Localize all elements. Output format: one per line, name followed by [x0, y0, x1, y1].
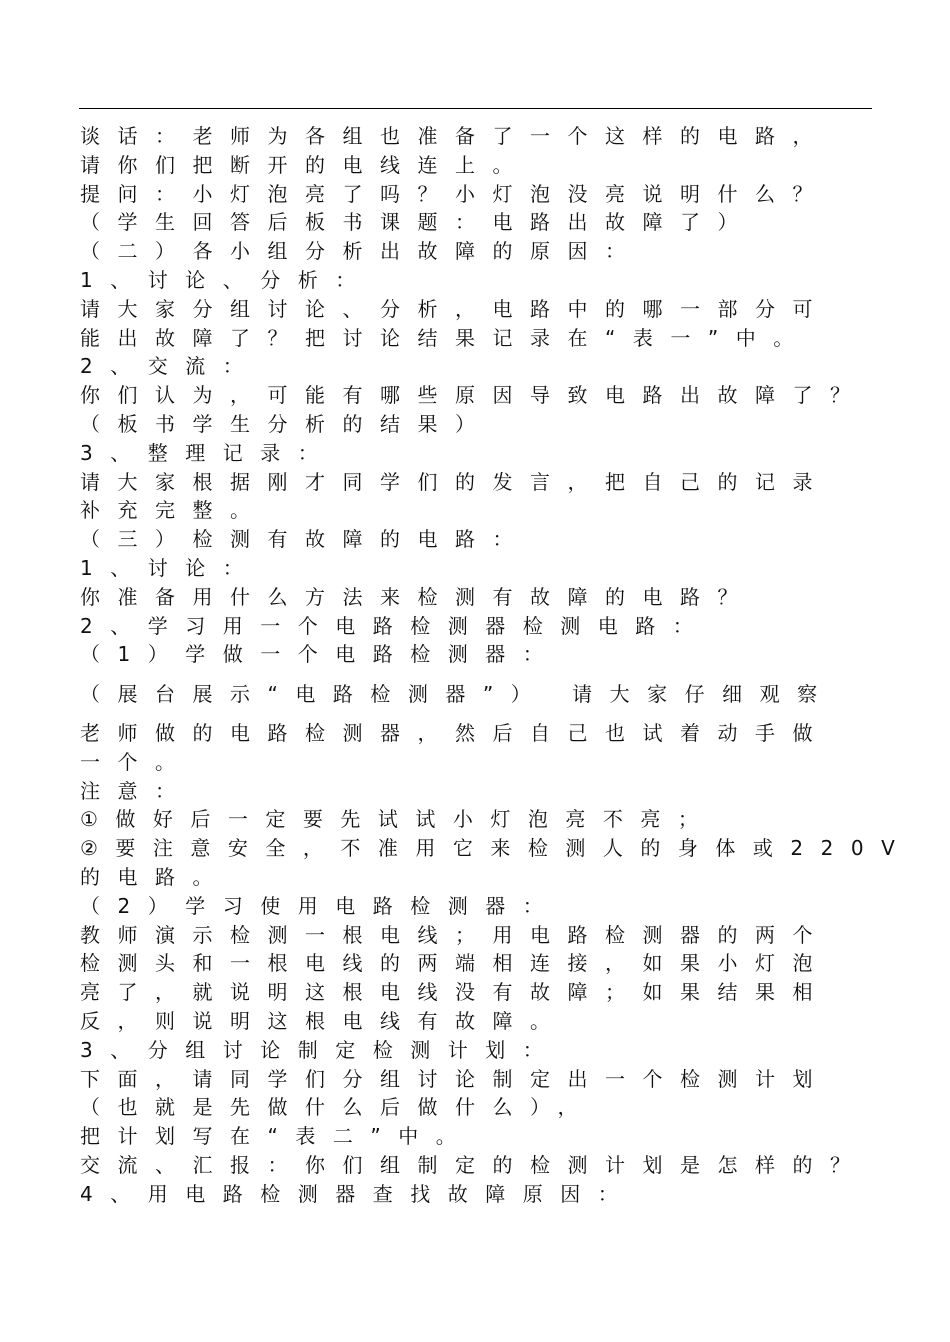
step-heading: 2、学习用一个电路检测器检测电路：	[80, 613, 711, 638]
note-item: ①做好后一定要先试试小灯泡亮不亮；	[80, 807, 716, 832]
text-line: 下面，请同学们分组讨论制定出一个检测计划	[80, 1066, 830, 1091]
text-line: （学生回答后板书课题：电路出故障了）	[80, 210, 755, 235]
text-line: 的电路。	[80, 864, 230, 889]
text-line: 请你们把断开的电线连上。	[80, 152, 530, 177]
header-rule	[79, 108, 872, 109]
text-line: 交流、汇报：你们组制定的检测计划是怎样的？	[80, 1152, 868, 1177]
text-line: 提问：小灯泡亮了吗？小灯泡没亮说明什么？	[80, 181, 830, 206]
text-line: 你准备用什么方法来检测有故障的电路？	[80, 584, 755, 609]
note-item: ②要注意安全，不准用它来检测人的身体或220V	[80, 836, 913, 861]
text-line: 能出故障了？把讨论结果记录在“表一”中。	[80, 325, 811, 350]
sub-step-heading: （2）学习使用电路检测器：	[80, 893, 561, 918]
step-heading: 3、整理记录：	[80, 440, 336, 465]
text-line: 请大家分组讨论、分析，电路中的哪一部分可	[80, 296, 830, 321]
text-line: （也就是先做什么后做什么），	[80, 1095, 595, 1120]
text-line: 把计划写在“表二”中。	[80, 1124, 474, 1149]
note-heading: 注意：	[80, 778, 193, 803]
text-line: （板书学生分析的结果）	[80, 411, 493, 436]
text-line: 亮了，就说明这根电线没有故障；如果结果相	[80, 980, 830, 1005]
section-heading: （二）各小组分析出故障的原因：	[80, 239, 643, 264]
step-heading: 1、讨论：	[80, 555, 261, 580]
sub-step-heading: （1）学做一个电路检测器：	[80, 642, 561, 667]
text-line: 请大家根据刚才同学们的发言，把自己的记录	[80, 469, 830, 494]
text-line: （展台展示“电路检测器”） 请大家仔细观察	[80, 682, 835, 707]
text-line: 你们认为，可能有哪些原因导致电路出故障了？	[80, 383, 868, 408]
text-line: 教师演示检测一根电线；用电路检测器的两个	[80, 922, 830, 947]
section-heading: （三）检测有故障的电路：	[80, 527, 530, 552]
document-body	[80, 122, 913, 1208]
text-line: 一个。	[80, 749, 193, 774]
step-heading: 2、交流：	[80, 354, 261, 379]
step-heading: 3、分组讨论制定检测计划：	[80, 1037, 561, 1062]
text-line: 老师做的电路检测器，然后自己也试着动手做	[80, 720, 830, 745]
text-line: 补充完整。	[80, 498, 268, 523]
step-heading: 4、用电路检测器查找故障原因：	[80, 1181, 636, 1206]
step-heading: 1、讨论、分析：	[80, 267, 373, 292]
text-line: 检测头和一根电线的两端相连接，如果小灯泡	[80, 951, 830, 976]
text-line: 谈话：老师为各组也准备了一个这样的电路，	[80, 124, 830, 148]
text-line: 反，则说明这根电线有故障。	[80, 1008, 568, 1033]
